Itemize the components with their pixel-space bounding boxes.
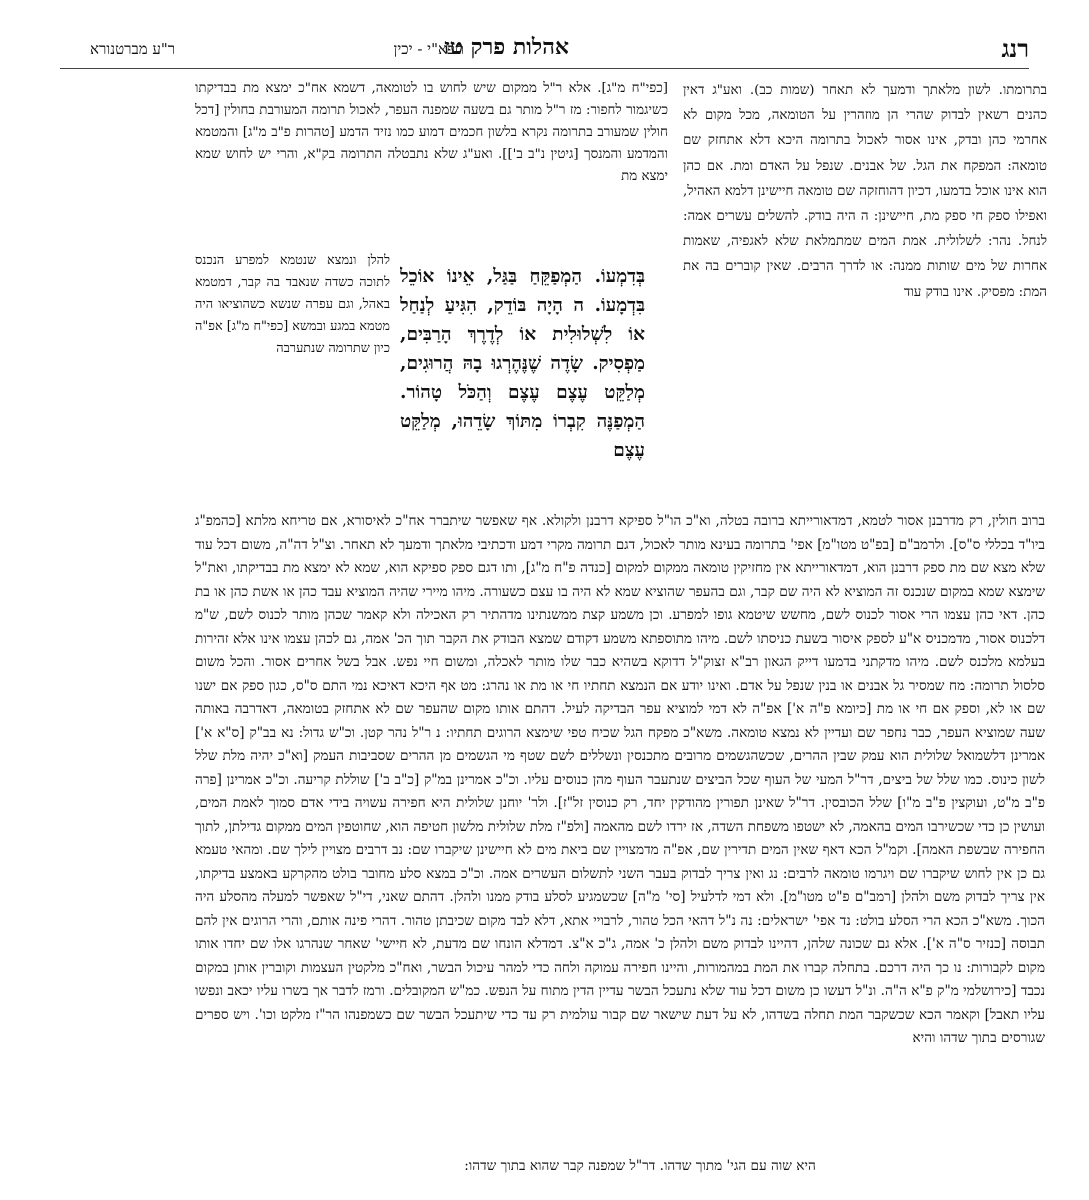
bartenura-label: ר"ע מברטנורא: [90, 40, 176, 58]
yachin-full-width: [195, 510, 1045, 1160]
chapter-title: אהלות פרק טז: [443, 34, 569, 60]
commentary-label: תפא"י - יכין: [393, 40, 464, 58]
yachin-text-top: [כפי"ח מ"ג]. אלא ר"ל ממקום שיש לחוש בו לטומאה, דשמא אח"כ ימצא מת בבדיקתו כשיגמור לחפור: מז ר"ל מותר גם בשעה שמפנה העפר, לאכול תרומה המעורבת בחולין [דכל חולין שמעורב בתרומה נקרא בלשון חכמים דמוע כמו נזיד הדמע [טהרות פ"ב מ"ג] והמטמא והמדמע והמנסך [גיטין נ"ב ב']]. ואע"ג שלא נתבטלה התרומה בק"א, והרי יש לחוש שמא ימצא מת: [195, 81, 668, 184]
mishna-text-block: [400, 262, 645, 498]
closing-line: היא שוה עם הגי' מתוך שדהו. דר"ל שמפנה קבר שהוא בתוך שדהו:: [464, 1158, 816, 1174]
mishna-text: בְּדִמְעוֹ. הַמְפַקֵּחַ בַּגַּל, אֵינוֹ אוֹכֵל בִּדְמָעוֹ. ה הָיָה בּוֹדֵק, הִגִּיעַ לְנַחַל אוֹ לִשְׁלוּלִית אוֹ לְדֶרֶךְ הָרַבִּים, מַפְסִיק. שָׂדֶה שֶׁנֶּהֶרְגוּ בָהּ הֲרוּגִים, מְלַקֵּט עֶצֶם עֶצֶם וְהַכֹּל טָהוֹר. הַמְפַנֶּה קִבְרוֹ מִתּוֹךְ שָׂדֵהוּ, מְלַקֵּט עֶצֶם: [400, 266, 645, 461]
bartenura-column: [683, 78, 1047, 498]
bartenura-text: בתרומתו. לשון מלאתך ודמעך לא תאחר (שמות כב). ואע"ג דאין כהנים רשאין לבדוק שהרי הן מוזהרין על הטומאה, מכל מקום לא אחרמי כהן ובדק, אינו אסור לאכול בתרומה היכא דלא אתחזק שם טומאה: המפקח את הגל. של אבנים. שנפל על האדם ומת. אם כהן הוא אינו אוכל בדמעו, דכיון דהוחזקה שם טומאה חיישינן דלמא האהיל, ואפילו ספק חי ספק מת, חיישינן: ה היה בודק. להשלים עשרים אמה: לנחל. נהר: לשלולית. אמת המים שמתמלאת שלא לאגפיה, שאמות אחרות של מים שותות ממנה: או לדרך הרבים. שאין קוברים בה את המת: מפסיק. אינו בודק עוד: [683, 83, 1047, 300]
yachin-column-side: [195, 250, 390, 500]
page-number: רנג: [1001, 34, 1029, 63]
yachin-text-side: להלן ונמצא שנטמא למפרע הנכנס לתוכה כשדה שנאבד בה קבר, דמטמא באהל, וגם עפרה שנשא כשהוציאו היה מטמא במגע ובמשא [כפי"ח מ"ג] אפ"ה כיון שתרומה שנתערבה: [195, 253, 390, 356]
page-header: [60, 34, 1029, 64]
header-divider: [60, 68, 1029, 69]
yachin-column-top: [195, 78, 668, 248]
yachin-text-main: ברוב חולין, רק מדרבנן אסור לטמא, דמדאורייתא ברובה בטלה, וא"כ הו"ל ספיקא דרבנן ולקולא. אף שאפשר שיתברר אח"כ לאיסורא, אם טריחא מלתא [כהמפ"ג ביו"ד בכללי ס"ס]. ולרמב"ם [בפ"ט מטו"מ] אפי' בתרומה בעינא מותר לאכול, דגם תרומה מקרי דמע ודכתיבי מלאתך ודמעך לא תאחר. וצ"ל דה"ה, משום דכל עוד שלא מצא שם מת ספק דרבנן הוא, דמדאורייתא אין מחזיקין טומאה ממקום למקום [כנדה פ"ח מ"ג], ותו דגם ספק ספיקא הוא, שמא לא ימצא מת בבדיקתו, ואת"ל שימצא שמא במקום שנכנס זה המוציא לא היה שם קבר, וגם בהעפר שהוציא שמא לא היה בו עצם כשעורה. מיהו מיירי שהיה המוציא עבד כהן או אשת כהן או בת כהן. דאי כהן עצמו הרי אסור לכנוס לשם, מחשש שיטמא גופו למפרע. וכן משמע קצת ממשנתינו מדהתיר רק האכילה ולא קאמר שכהן מותר לכנוס לשם, ש"מ דלכנוס אסור, מדמכניס א"ע לספק איסור בשעת כניסתו לשם. מיהו מתוספתא משמע דקודם שמצא הבודק את הקבר תוך הכ' אמה, גם לכהן עצמו אינו אלא זהירות בעלמא מלכנס לשם. מיהו מדקתני בדמעו דייק הגאון רב"א זצוק"ל דדוקא בשהיא כבר שלו מותר לאכלה, ומשום חיי נפש. אבל בשל אחרים אסור. והכל משום סלסול תרומה: מח שמסיר גל אבנים או בנין שנפל על אדם. ואינו יודע אם הנמצא תחתיו חי או מת או נהרג: מט אף היכא דאיכא נמי התם ס"ס, כגון ספק אם ישנו שם או לא, וספק אם חי או מת [כיומא פ"ה א'] אפ"ה לא דמי למוציא עפר הבדיקה לעיל. דהתם אותו מקום שהעפר שם לא אתחזק בטומאה, דאדרבה באותה שעה שמוציא העפר, כבר נחפר שם ועדיין לא נמצא טומאה. משא"כ מפקח הגל שכיח טפי שימצא הרוגים תחתיו: נ ר"ל נהר קטן. וכ"ש גדול: נא בב"ק [ס"א א'] אמרינן דלשמואל שלולית הוא עמק שבין ההרים, שכשהגשמים מרובים מתכנסין ונשללים לשם שטף מי הגשמים מן ההרים שסביבות העמק [וא"כ יהיה מלת שלל לשון כינוס. כמו שלל של ביצים, דר"ל המעי של העוף שכל הביצים שנתעבר העוף מהן כנוסים עליו. וכ"כ אמרינן במ"ק [כ"ב ב'] שוללת קריעה. וכ"כ אמרינן [פרה פ"ב מ"ט, ועוקצין פ"ב מ"ו] שלל הכובסין. דר"ל שאינן תפורין מהודקין יחד, רק כנוסין זל"ז]. ולר' יוחנן שלולית היא חפירה עשויה בידי אדם סמוך לאמת המים, ועושין כן כדי שכשירבו המים בהאמה, לא ישטפו משפחת השדה, אז ירדו לשם מהאמה [ולפ"ז מלת שלולית מלשון חטיפה הוא, שחוטפין המים ממקום גדילתן, לתוך החפירה שבשפת האמה]. וקמ"ל הכא דאף שאין המים תדירין שם, אפ"ה מדמצויין שם ביאת מים לא חיישינן שיקברו שם: נב דרבים מצויין לילך שם. ומהאי טעמא גם כן אין לחוש שיקברו שם ויגרמו טומאה לרבים: נג ואין צריך לבדוק בעבר השני לתשלום העשרים אמה. וכ"כ במצא סלע מחובר בולט מהקרקע באמצע בדיקתו, אין צריך לבדוק משם ולהלן [רמב"ם פ"ט מטו"מ]. ולא דמי לדלעיל [סי' מ"ה] שכשמגיע לסלע בודק ממנו ולהלן. דהתם שאני, די"ל שאפשר למעלה מהסלע היה הכוך. משא"כ הכא הרי הסלע בולט: נד אפי' ישראלים: נה נ"ל דהאי הכל טהור, לרבויי אתא, דלא לבד מקום שכיבתן טהור. דהרי פינה אותם, והרי הרוגים אין להם תבוסה [כנזיר ס"ה א']. אלא גם שכונה שלהן, דהיינו לבדוק משם ולהלן כ' אמה, ג"כ א"צ. דמדלא הונחו שם מדעת, לא חיישי' שאחר שנהרגו אלו שם יחדו אותו מקום לקבורות: נו כך היה דרכם. בתחלה קברו את המת במהמורות, והיינו חפירה עמוקה ולחה כדי למהר עיכול הבשר, ואח"כ מלקטין העצמות וקוברין אותן במקום נכבד [כירושלמי מ"ק פ"א ה"ה. ונ"ל דעשו כן משום דכל עוד שלא נתעכל הבשר עדיין הדין מתוח על הנפש. כמ"ש המקובלים. ורמז לדבר אך בשרו עליו יכאב ונפשו עליו תאבל] וקאמר הכא שכשקבר המת תחלה בשדהו, לא על דעת שישאר שם קבור עולמית רק עד כדי שיתעכל הבשר שם כשמפנהו הר"ז מלקט וכו'. ויש ספרים שגורסים בתוך שדהו והיא: [195, 513, 1045, 1046]
